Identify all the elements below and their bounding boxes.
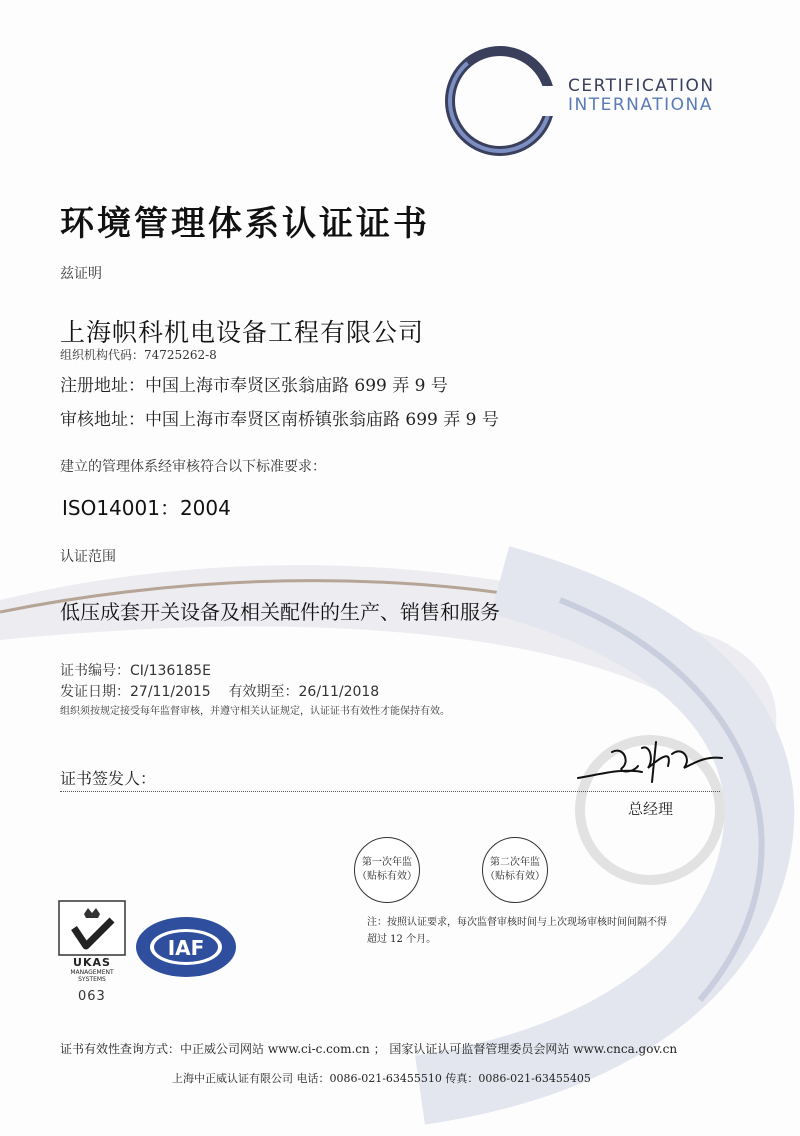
stamp2-line2: （贴标有效）	[485, 871, 545, 882]
audit-address-label: 审核地址：	[60, 410, 145, 430]
org-code-value: 74725262-8	[144, 348, 217, 362]
issue-date-value: 27/11/2015	[130, 684, 211, 700]
certificate-number-label: 证书编号：	[60, 663, 130, 679]
certification-international-logo-icon	[438, 42, 562, 160]
expiry-date-label: 有效期至：	[228, 684, 299, 700]
standard-name: ISO14001：2004	[62, 496, 231, 520]
annual-surveillance-stamp-2	[482, 837, 548, 903]
ukas-name: UKAS	[73, 956, 111, 969]
verification-footer: 证书有效性查询方式：中正威公司网站 www.ci-c.com.cn ； 国家认证认可监督管理委员会网站 www.cnca.gov.cn	[60, 1042, 678, 1056]
stamp1-line1: 第一次年监	[362, 857, 412, 868]
annual-surveillance-stamp-1	[354, 837, 420, 903]
stamp2-line1: 第二次年监	[490, 857, 540, 868]
requirement-text: 建立的管理体系经审核符合以下标准要求：	[60, 459, 326, 475]
logo-text-international: INTERNATIONA	[568, 95, 713, 115]
certificate-number-row	[60, 660, 211, 680]
stamp1-line2: （贴标有效）	[357, 871, 417, 882]
iaf-logo-icon	[134, 915, 238, 979]
iaf-name: IAF	[167, 936, 205, 960]
registered-address-row	[60, 371, 448, 396]
dates-row	[60, 681, 379, 701]
ukas-line2: SYSTEMS	[78, 976, 106, 983]
signature-icon	[572, 738, 732, 790]
audit-address-row	[60, 405, 499, 430]
org-code-label: 组织机构代码：	[60, 348, 145, 362]
validity-note: 组织须按规定接受每年监督审核，并遵守相关认证规定，认证证书有效性才能保持有效。	[60, 706, 450, 717]
registered-address-label: 注册地址：	[60, 376, 145, 396]
audit-address-value: 中国上海市奉贤区南桥镇张翁庙路 699 弄 9 号	[145, 410, 499, 430]
expiry-date-value: 26/11/2018	[298, 684, 380, 700]
ukas-line1: MANAGEMENT	[70, 969, 114, 976]
audit-note-line1: 注：按照认证要求，每次监督审核时间与上次现场审核时间间隔不得	[367, 917, 667, 928]
audit-note-line2: 超过 12 个月。	[367, 934, 437, 945]
company-name: 上海帜科机电设备工程有限公司	[60, 318, 425, 347]
scope-label: 认证范围	[60, 549, 116, 565]
ukas-number: 063	[78, 989, 106, 1004]
certificate-number-value: CI/136185E	[130, 663, 211, 679]
hereby-label: 兹证明	[60, 266, 102, 282]
contact-footer: 上海中正威认证有限公司 电话：0086-021-63455510 传真：0086-021-63455405	[172, 1072, 591, 1085]
signer-title: 总经理	[628, 800, 674, 818]
signature-line	[60, 791, 720, 792]
logo-text-certification: CERTIFICATION	[568, 76, 715, 96]
certificate-title: 环境管理体系认证证书	[60, 204, 430, 244]
signer-label: 证书签发人：	[60, 769, 157, 788]
org-code-row	[60, 346, 217, 363]
scope-text: 低压成套开关设备及相关配件的生产、销售和服务	[60, 600, 500, 624]
issue-date-label: 发证日期：	[60, 684, 130, 700]
registered-address-value: 中国上海市奉贤区张翁庙路 699 弄 9 号	[145, 376, 448, 396]
